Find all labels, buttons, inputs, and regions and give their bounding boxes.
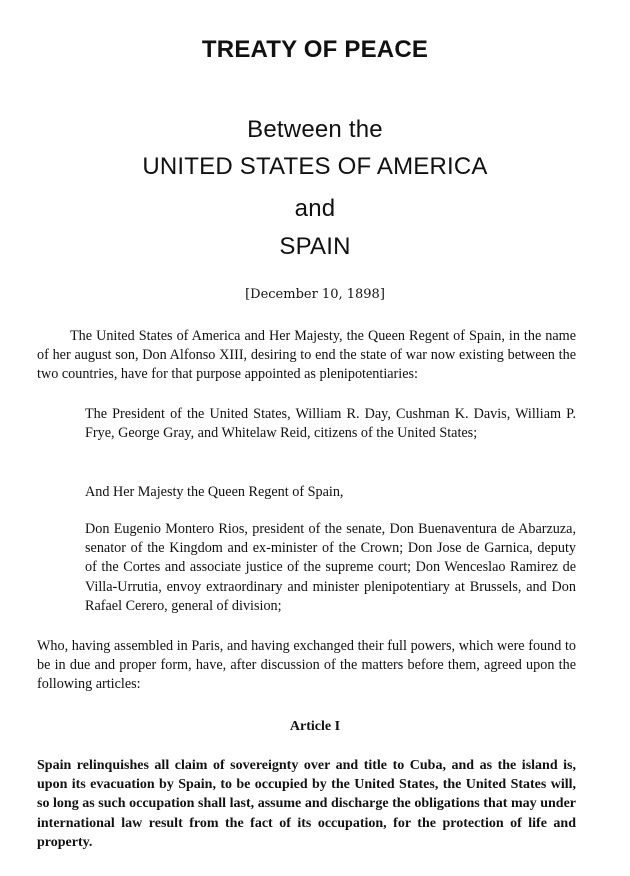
subtitle-and: and [294, 195, 336, 222]
article-heading: Article I [289, 719, 341, 734]
treaty-date: [December 10, 1898] [245, 287, 385, 302]
subtitle-spain: SPAIN [279, 233, 351, 260]
assembly-clause-paragraph: Who, having assembled in Paris, and having exchanged their full powers, which were found to be in due and proper form, have, after discussion of the matters before them, agreed upon the following articles: [37, 638, 576, 693]
preamble-paragraph: The United States of America and Her Majesty, the Queen Regent of Spain, in the name of her august son, Don Alfonso XIII, desiring to end the state of war now existing between the two countries, have for that purpose appointed as plenipotentiaries: [37, 328, 576, 383]
queen-regent-line: And Her Majesty the Queen Regent of Spain, [85, 484, 344, 500]
article-one-text: Spain relinquishes all claim of sovereignty over and title to Cuba, and as the island is, upon its evacuation by Spain, to be occupied by the United States, the United States will, so long as such occupation shall last, assume and discharge the obligations that may under international law result from the fact of its occupation, for the protection of life and property. [37, 758, 576, 850]
subtitle-usa: UNITED STATES OF AMERICA [142, 153, 488, 180]
document-title: TREATY OF PEACE [201, 36, 429, 63]
spain-plenipotentiaries-paragraph: Don Eugenio Montero Rios, president of the senate, Don Buenaventura de Abarzuza, senator of the Kingdom and ex-minister of the Crown; Don Jose de Garnica, deputy of the Cortes and associate justice of the supreme court; Don Wenceslao Ramirez de Villa-Urrutia, envoy extraordinary and minister plenipotentiary at Brussels, and Don Rafael Cerero, general of division; [85, 521, 576, 614]
subtitle-between: Between the [247, 116, 383, 143]
us-plenipotentiaries-paragraph: The President of the United States, William R. Day, Cushman K. Davis, William P. Frye, George Gray, and Whitelaw Reid, citizens of the United States; [85, 406, 576, 442]
